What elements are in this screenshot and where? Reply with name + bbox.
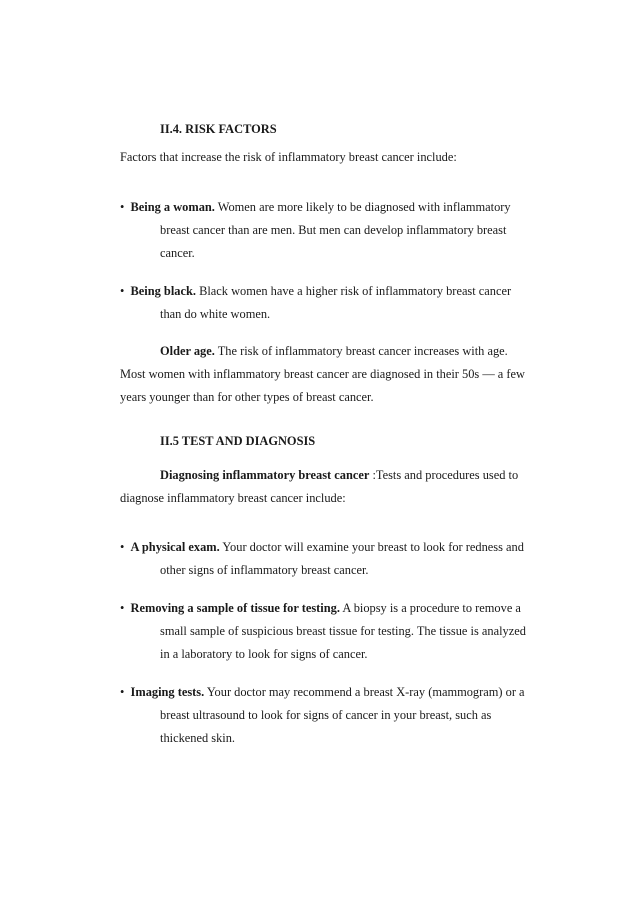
diagnosis-intro xyxy=(160,467,518,483)
bullet-title: Imaging tests. xyxy=(130,685,205,699)
paragraph-text-line: years younger than for other types of breast cancer. xyxy=(120,390,374,404)
bullet-symbol: • xyxy=(120,685,125,699)
bullet-text-line: breast ultrasound to look for signs of cancer in your breast, such as xyxy=(160,708,492,722)
bullet-text: Women are more likely to be diagnosed with inflammatory xyxy=(214,200,511,214)
paragraph-title: Older age. xyxy=(160,344,215,358)
bullet-text-line: breast cancer than are men. But men can develop inflammatory breast xyxy=(160,223,507,237)
bullet-symbol: • xyxy=(120,601,125,615)
paragraph-text: :Tests and procedures used to xyxy=(369,468,519,482)
bullet-text: Black women have a higher risk of inflammatory breast cancer xyxy=(195,284,512,298)
bullet-text: Your doctor will examine your breast to look for redness and xyxy=(219,540,524,554)
bullet-being-woman xyxy=(120,199,511,215)
bullet-title: Being black. xyxy=(130,284,196,298)
bullet-symbol: • xyxy=(120,540,125,554)
bullet-text-line: cancer. xyxy=(160,246,195,260)
bullet-symbol: • xyxy=(120,200,125,214)
paragraph-text-line: diagnose inflammatory breast cancer include: xyxy=(120,491,346,505)
section-heading-risk-factors: II.4. RISK FACTORS xyxy=(160,122,277,136)
bullet-text-line: thickened skin. xyxy=(160,731,236,745)
bullet-symbol: • xyxy=(120,284,125,298)
paragraph-text: The risk of inflammatory breast cancer increases with age. xyxy=(214,344,508,358)
paragraph-title: Diagnosing inflammatory breast cancer xyxy=(160,468,370,482)
bullet-being-black xyxy=(120,283,511,299)
bullet-text-line: other signs of inflammatory breast cancer. xyxy=(160,563,369,577)
bullet-tissue-sample xyxy=(120,600,521,616)
bullet-text: Your doctor may recommend a breast X-ray (mammogram) or a xyxy=(204,685,525,699)
bullet-text: A biopsy is a procedure to remove a xyxy=(339,601,521,615)
risk-factors-intro: Factors that increase the risk of inflammatory breast cancer include: xyxy=(120,150,457,164)
bullet-physical-exam xyxy=(120,539,524,555)
bullet-text-line: than do white women. xyxy=(160,307,271,321)
bullet-title: Removing a sample of tissue for testing. xyxy=(130,601,340,615)
older-age-paragraph xyxy=(160,343,508,359)
bullet-title: Being a woman. xyxy=(130,200,215,214)
bullet-text-line: small sample of suspicious breast tissue for testing. The tissue is analyzed xyxy=(160,624,526,638)
section-heading-test-diagnosis: II.5 TEST AND DIAGNOSIS xyxy=(160,434,316,448)
bullet-title: A physical exam. xyxy=(130,540,220,554)
bullet-text-line: in a laboratory to look for signs of cancer. xyxy=(160,647,368,661)
bullet-imaging-tests xyxy=(120,684,525,700)
paragraph-text-line: Most women with inflammatory breast cancer are diagnosed in their 50s — a few xyxy=(120,367,525,381)
